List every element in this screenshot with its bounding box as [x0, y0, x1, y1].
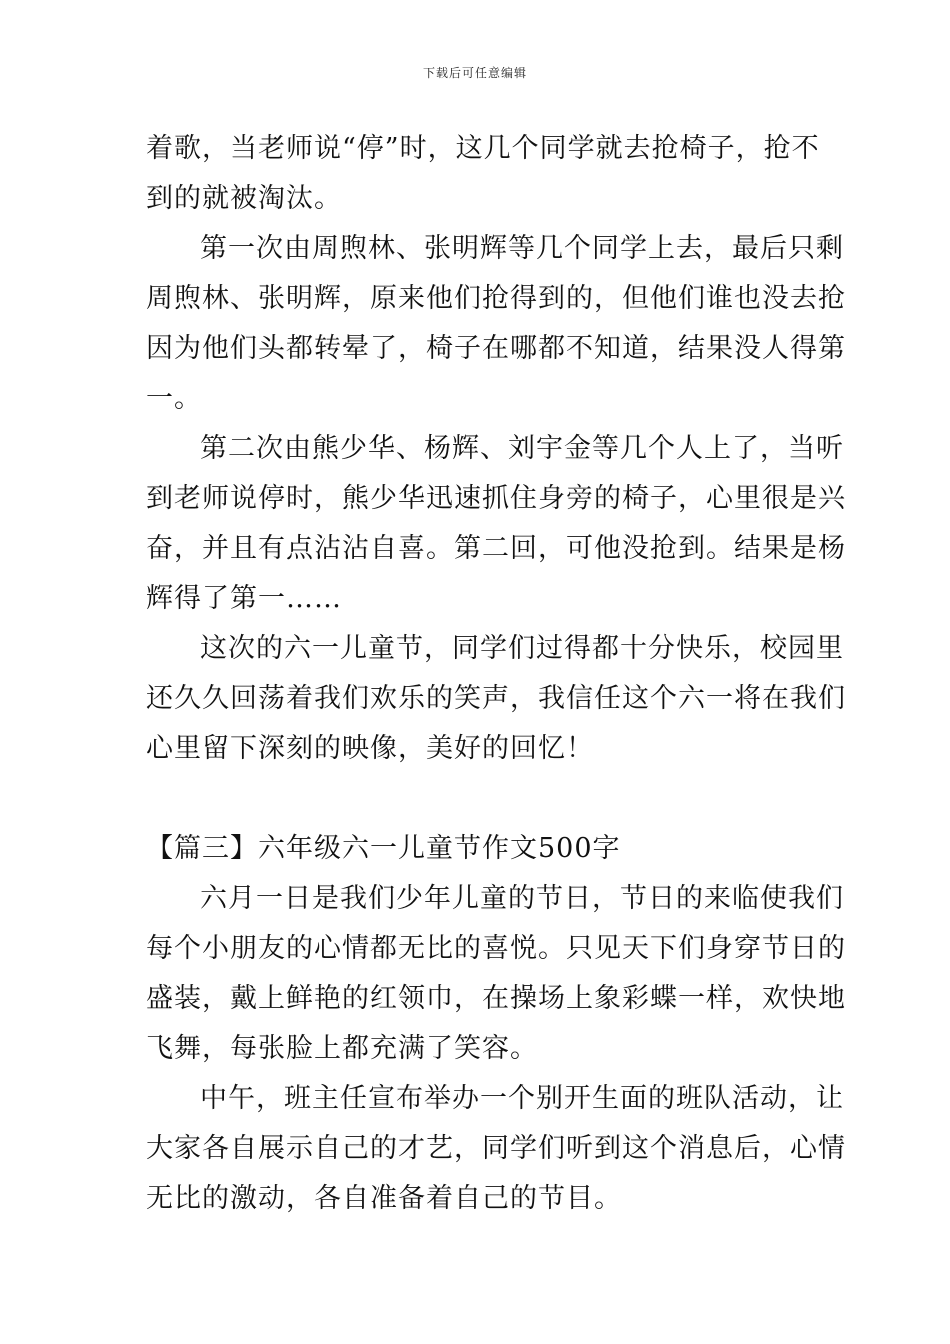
- paragraph-start: 第一次由周煦林、张明辉等几个同学上去，最后只剩: [200, 233, 844, 264]
- paragraph-start: 第二次由熊少华、杨辉、刘宇金等几个人上了，当听: [200, 433, 844, 464]
- paragraph-start: 中午，班主任宣布举办一个别开生面的班队活动，让: [200, 1083, 844, 1114]
- text-line: 盛装，戴上鲜艳的红领巾，在操场上象彩蝶一样，欢快地: [146, 983, 846, 1014]
- section-heading: 【篇三】六年级六一儿童节作文500字: [146, 833, 621, 864]
- paragraph-start: 六月一日是我们少年儿童的节日，节日的来临使我们: [200, 883, 844, 914]
- text-line: 到的就被淘汰。: [146, 183, 342, 214]
- text-line: 心里留下深刻的映像，美好的回忆！: [146, 733, 594, 764]
- text-line: 飞舞，每张脸上都充满了笑容。: [146, 1033, 538, 1064]
- text-line: 着歌，当老师说“停”时，这几个同学就去抢椅子，抢不: [146, 133, 820, 164]
- text-line: 无比的激动，各自准备着自己的节目。: [146, 1183, 622, 1214]
- text-line: 辉得了第一……: [146, 583, 342, 614]
- paragraph-start: 这次的六一儿童节，同学们过得都十分快乐，校园里: [200, 633, 844, 664]
- text-line: 到老师说停时，熊少华迅速抓住身旁的椅子，心里很是兴: [146, 483, 846, 514]
- text-line: 周煦林、张明辉，原来他们抢得到的，但他们谁也没去抢: [146, 283, 846, 314]
- document-body: [146, 124, 846, 1224]
- text-line: 每个小朋友的心情都无比的喜悦。只见天下们身穿节日的: [146, 933, 846, 964]
- text-line: 奋，并且有点沾沾自喜。第二回，可他没抢到。结果是杨: [146, 533, 846, 564]
- blank-line: [146, 774, 806, 824]
- text-line: 大家各自展示自己的才艺，同学们听到这个消息后，心情: [146, 1133, 846, 1164]
- page-header: 下载后可任意编辑: [422, 66, 527, 80]
- text-line: 因为他们头都转晕了，椅子在哪都不知道，结果没人得第: [146, 333, 846, 364]
- text-line: 一。: [146, 383, 202, 414]
- text-line: 还久久回荡着我们欢乐的笑声，我信任这个六一将在我们: [146, 683, 846, 714]
